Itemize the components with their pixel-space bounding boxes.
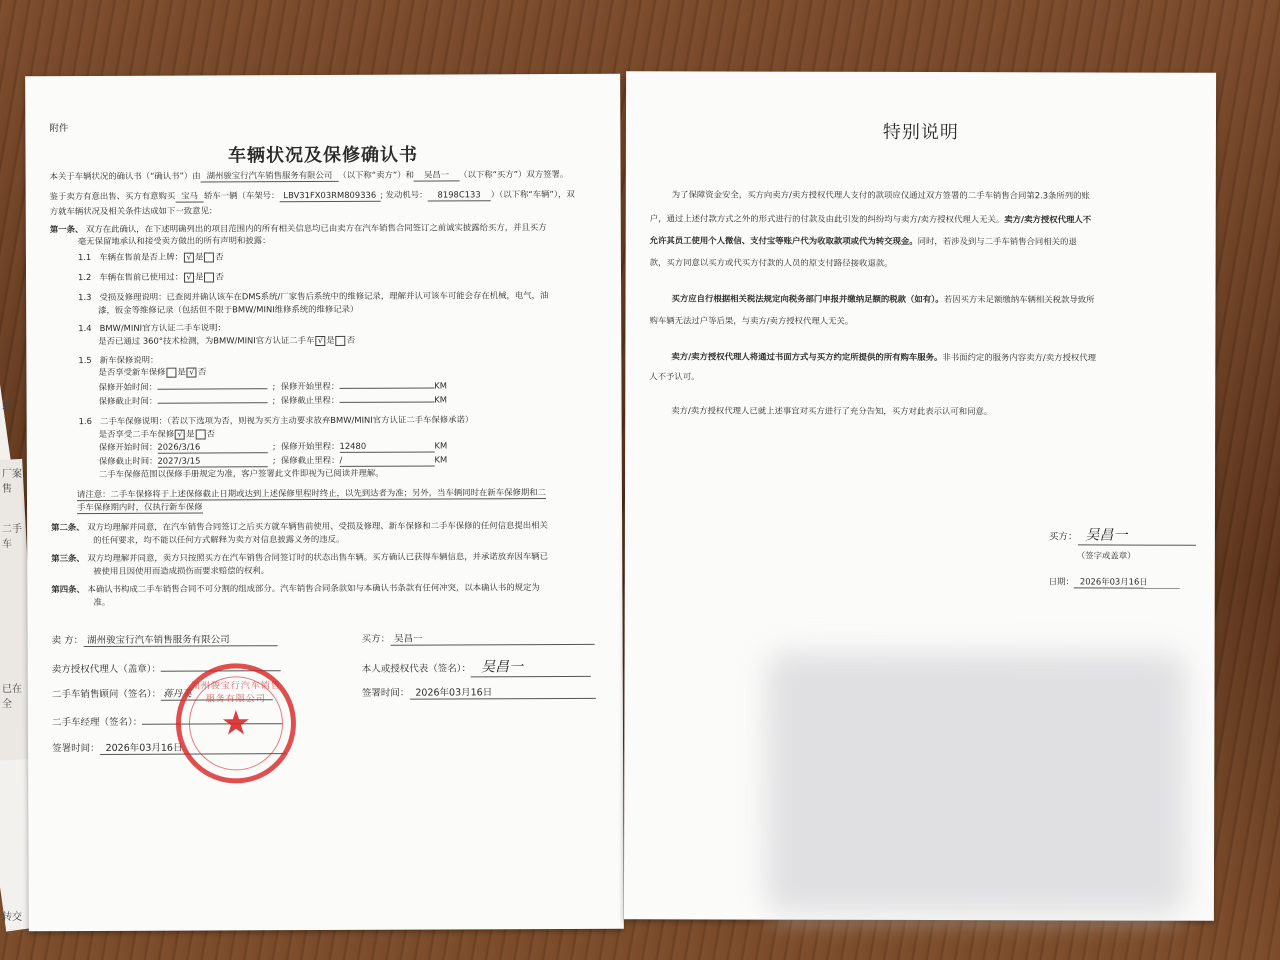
background-sheet-text: 转交: [2, 912, 22, 923]
item-1-5-choice: 是否享受新车保修 是 √ 否: [98, 366, 207, 377]
attachment-label: 附件: [49, 123, 69, 135]
checkbox-checked[interactable]: √: [184, 272, 194, 282]
seal-star-icon: ★: [220, 703, 252, 744]
special-notice-page: [624, 71, 1216, 921]
buyer-signature: 吴昌一: [471, 656, 591, 678]
right-buyer-row: 买方： 吴昌一: [1049, 524, 1196, 545]
item-1-4-cont: 是否已通过 360°技术检测，为BMW/MINI官方认证二手车 √ 是 否: [98, 334, 356, 346]
item-1-4: 1.4 BMW/MINI官方认证二手车说明：: [78, 322, 226, 334]
confirmation-document-page: [25, 74, 624, 932]
right-date-row: 日期： 2026年03月16日: [1049, 576, 1180, 588]
para-2-line-1: 买方应自行根据相关税法规定向税务部门申报并缴纳足额的税款（如有）。若因买方未足额缴纳车辆相关税款导致所: [671, 293, 1095, 305]
notice-title: 特别说明: [882, 121, 959, 144]
background-sheet-text: 厂案售: [2, 469, 22, 495]
item-1-3-cont: 漆，钣金等维修记录（包括但不限于BMW/MINI维修系统的维修记录）: [98, 303, 359, 315]
buyer-sign-time-row: 签署时间： 2026年03月16日: [362, 684, 596, 700]
new-car-warranty-end: 保修截止时间： ; 保修截止里程： KM: [98, 394, 448, 406]
uc-start-date: 2026/3/16: [157, 441, 267, 453]
buyer-name-field: 吴昌一: [414, 169, 459, 181]
background-sheet-text: 转: [2, 402, 12, 413]
clause-2-cont: 的任何要求，均不能以任何方式解释为卖方对信息披露义务的违反。: [93, 533, 345, 546]
notice-line-1: 请注意：二手车保修将于上述保修截止日期或达到上述保修里程时终止，以先到达者为准；另外，当车辆同时在新车保修期和二: [76, 487, 546, 500]
para-1-line-4: 款，买方同意以买方或代买方付款的人员的原支付路径接收退款。: [649, 257, 893, 268]
para-4: 卖方/卖方授权代理人已就上述事宜对买方进行了充分告知，买方对此表示认可和同意。: [671, 405, 993, 417]
para-2-line-2: 购车辆无法过户等后果，与卖方/卖方授权代理人无关。: [649, 315, 854, 326]
item-1-2: 1.2 车辆在售前已使用过： √ 是 否: [77, 271, 224, 283]
para-1-line-1: 为了保障资金安全，买方向卖方/卖方授权代理人支付的款项应仅通过双方签署的二手车销售合同第2.3条所列的账: [671, 189, 1090, 201]
para-1-line-3: 允许其员工使用个人微信、支付宝等账户代为收取款项或代为转交现金。同时，若涉及到与二手车销售合同相关的退: [649, 235, 1077, 247]
buyer-row: 买方： 吴昌一: [362, 630, 595, 646]
seller-row: 卖 方： 湖州骏宝行汽车销售服务有限公司: [52, 631, 278, 647]
checkbox[interactable]: [195, 429, 205, 439]
engine-no-field: 8198C133: [428, 189, 491, 201]
para-1-line-2: 户，通过上述付款方式之外的形式进行的付款及由此引发的纠纷均与卖方/卖方授权代理人无关。卖方/卖方授权代理人不: [649, 213, 1092, 225]
buyer-value: 吴昌一: [390, 630, 594, 646]
intro-line-3: 方就车辆状况及相关条件达成如下一致意见：: [49, 205, 218, 217]
item-1-5: 1.5 新车保修说明：: [78, 354, 159, 366]
checkbox-checked[interactable]: √: [184, 252, 194, 262]
checkbox-checked[interactable]: √: [175, 429, 185, 439]
para-3-line-2: 人不予认可。: [649, 371, 700, 382]
uc-start-mileage: 12480: [339, 441, 434, 453]
used-car-warranty-start: 保修开始时间：2026/3/16 ; 保修开始里程：12480 KM: [98, 440, 448, 452]
uc-end-date: 2027/3/15: [157, 455, 267, 467]
intro-line-1: 本关于车辆状况的确认书（“确认书”）由 湖州骏宝行汽车销售服务有限公司 （以下称“卖方”）和 吴昌一 （以下称“买方”）双方签署。: [49, 168, 569, 182]
item-1-6-note: 二手车保修范围以保修手册规定为准，客户签署此文件即视为已阅读并理解。: [98, 467, 384, 479]
clause-2: 第二条、 双方均理解并同意，在汽车销售合同签订之后买方就车辆售前使用、受损及修理、新车保修和二手车保修的任何信息提出相关: [51, 520, 548, 533]
clause-1-cont: 毫无保留地承认和接受卖方做出的所有声明和披露：: [77, 235, 271, 247]
company-seal: 湖州骏宝行汽车销售服务有限公司 ★: [176, 663, 297, 784]
background-sheet-text: 二手车: [2, 524, 22, 550]
checkbox-checked[interactable]: √: [315, 335, 325, 345]
item-1-6: 1.6 二手车保修说明：（若以下选项为否，则视为买方主动要求放弃BMW/MINI官方认证二手车保修承诺）: [78, 414, 474, 427]
brand-field: 宝马: [175, 191, 204, 203]
clause-1: 第一条、 双方在此确认，在下述明确列出的项目范围内的所有相关信息均已由卖方在汽车销售合同签订之前诚实披露给买方，并且买方: [49, 222, 547, 235]
clause-4: 第四条、 本确认书构成二手车销售合同不可分割的组成部分。汽车销售合同条款如与本确认书条款有任何冲突，以本确认书的规定为: [51, 582, 540, 595]
sign-note: （签字或盖章）: [1076, 550, 1136, 561]
checkbox-checked[interactable]: √: [187, 367, 197, 377]
vin-field: LBV31FX03RM809336: [279, 190, 380, 202]
clause-4-cont: 准。: [93, 596, 111, 608]
intro-line-2: 鉴于卖方有意出售、买方有意购买 宝马 轿车一辆（车架号： LBV31FX03RM809336 ; 发动机号： 8198C133 ）（以下称“车辆”），双: [49, 188, 575, 202]
background-sheet-text: 已在全: [2, 684, 22, 710]
checkbox[interactable]: [204, 272, 214, 282]
uc-advisor-row: 二手车销售顾问（签名）： 蒋丹英: [52, 685, 273, 701]
checkbox[interactable]: [204, 252, 214, 262]
item-1-1: 1.1 车辆在售前是否上牌： √ 是 否: [77, 251, 224, 263]
notice-line-2: 手车保修期内时，仅执行新车保修: [76, 501, 203, 513]
seller-rep-row: 卖方授权代理人（盖章）：: [52, 659, 281, 675]
seller-name-field: 湖州骏宝行汽车销售服务有限公司: [201, 170, 339, 183]
buyer-sign-time: 2026年03月16日: [409, 684, 595, 700]
seller-value: 湖州骏宝行汽车销售服务有限公司: [83, 631, 277, 647]
clause-3-cont: 被使用且因使用而造成损伤而要求赔偿的权利。: [93, 565, 270, 577]
para-3-line-1: 卖方/卖方授权代理人将通过书面方式与买方约定所提供的所有购车服务。非书面约定的服务内容卖方/卖方授权代理: [671, 351, 1097, 363]
uc-manager-row: 二手车经理（签名）：: [52, 712, 282, 728]
uc-advisor-signature: 蒋丹英: [161, 685, 273, 700]
blurred-region: [766, 652, 1187, 915]
clause-3: 第三条、 双方均理解并同意，卖方只按照买方在汽车销售合同签订时的状态出售车辆。买方确认已获得车辆信息，并承诺放弃因车辆已: [51, 551, 549, 564]
right-buyer-signature: 吴昌一: [1077, 524, 1195, 545]
right-date-value: 2026年03月16日: [1074, 576, 1180, 588]
uc-end-mileage: /: [340, 455, 435, 467]
item-1-6-choice: 是否享受二手车保修 √ 是 否: [98, 428, 215, 439]
seller-sign-time-row: 签署时间： 2026年03月16日: [52, 739, 286, 755]
used-car-warranty-end: 保修截止时间：2027/3/15 ; 保修截止里程：/ KM: [98, 454, 448, 466]
checkbox[interactable]: [336, 335, 346, 345]
checkbox[interactable]: [166, 367, 176, 377]
buyer-rep-row: 本人或授权代表（签名）： 吴昌一: [362, 656, 591, 678]
new-car-warranty-start: 保修开始时间： ; 保修开始里程： KM: [98, 380, 447, 392]
item-1-3: 1.3 受损及修理说明：已查阅并确认该车在DMS系统/厂家售后系统中的维修记录，理解并认可该车可能会存在机械，电气，油: [78, 290, 549, 303]
document-title: 车辆状况及保修确认书: [227, 144, 419, 167]
seller-sign-time: 2026年03月16日: [100, 739, 286, 755]
